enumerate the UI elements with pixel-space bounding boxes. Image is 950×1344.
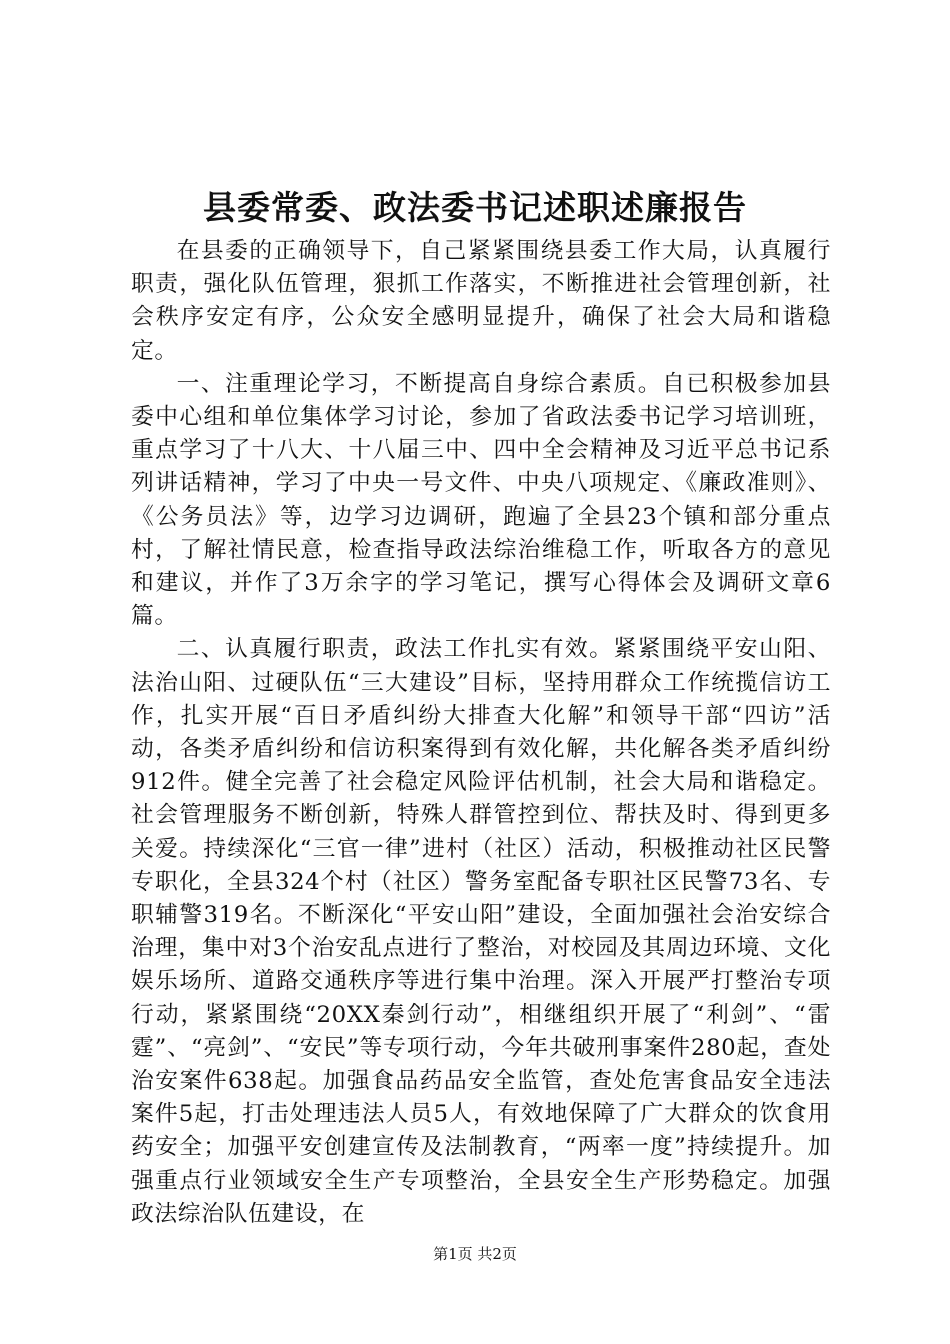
- document-body: [131, 235, 831, 1231]
- section-2-paragraph: 二、认真履行职责，政法工作扎实有效。紧紧围绕平安山阳、法治山阳、过硬队伍“三大建设”目标，坚持用群众工作统揽信访工作，扎实开展“百日矛盾纠纷大排查大化解”和领导干部“四访”活动，各类矛盾纠纷和信访积案得到有效化解，共化解各类矛盾纠纷912件。健全完善了社会稳定风险评估机制，社会大局和谐稳定。社会管理服务不断创新，特殊人群管控到位、帮扶及时、得到更多关爱。持续深化“三官一律”进村（社区）活动，积极推动社区民警专职化，全县324个村（社区）警务室配备专职社区民警73名、专职辅警319名。不断深化“平安山阳”建设，全面加强社会治安综合治理，集中对3个治安乱点进行了整治，对校园及其周边环境、文化娱乐场所、道路交通秩序等进行集中治理。深入开展严打整治专项行动，紧紧围绕“20XX秦剑行动”，相继组织开展了“利剑”、“雷霆”、“亮剑”、“安民”等专项行动，今年共破刑事案件280起，查处治安案件638起。加强食品药品安全监管，查处危害食品安全违法案件5起，打击处理违法人员5人，有效地保障了广大群众的饮食用药安全；加强平安创建宣传及法制教育，“两率一度”持续提升。加强重点行业领域安全生产专项整治，全县安全生产形势稳定。加强政法综治队伍建设，在: [131, 636, 831, 1227]
- intro-paragraph: 在县委的正确领导下，自己紧紧围绕县委工作大局，认真履行职责，强化队伍管理，狠抓工作落实，不断推进社会管理创新，社会秩序安定有序，公众安全感明显提升，确保了社会大局和谐稳定。: [131, 238, 831, 364]
- section-1-paragraph: 一、注重理论学习，不断提高自身综合素质。自已积极参加县委中心组和单位集体学习讨论，参加了省政法委书记学习培训班，重点学习了十八大、十八届三中、四中全会精神及习近平总书记系列讲话精神，学习了中央一号文件、中央八项规定、《廉政准则》、《公务员法》等，边学习边调研，跑遍了全县23个镇和部分重点村，了解社情民意，检查指导政法综治维稳工作，听取各方的意见和建议，并作了3万余字的学习笔记，撰写心得体会及调研文章6篇。: [131, 370, 831, 630]
- document-title: 县委常委、政法委书记述职述廉报告: [203, 188, 747, 227]
- page-footer: 第1页 共2页: [433, 1245, 517, 1263]
